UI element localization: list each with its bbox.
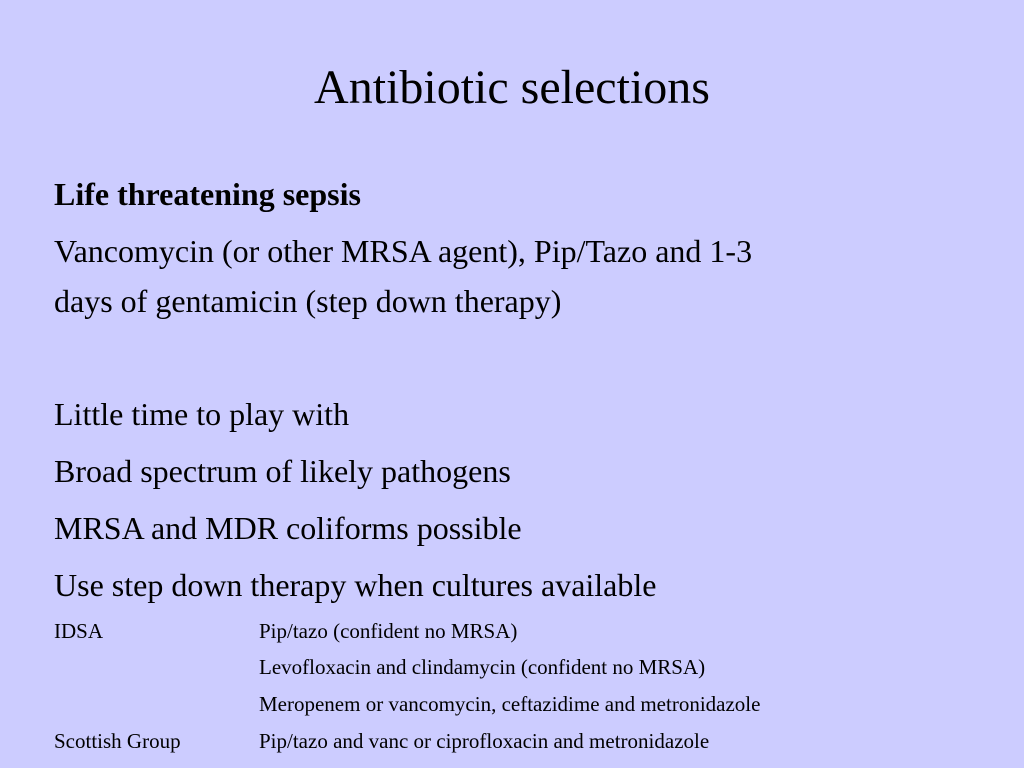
- point-item: Broad spectrum of likely pathogens: [54, 453, 511, 489]
- guideline-regimen: Pip/tazo and vanc or ciprofloxacin and metronidazole: [259, 729, 710, 753]
- guideline-source: Scottish Group: [54, 729, 181, 753]
- guideline-regimen: Pip/tazo (confident no MRSA): [259, 619, 518, 643]
- slide-title: Antibiotic selections: [314, 61, 710, 114]
- point-item: MRSA and MDR coliforms possible: [54, 510, 522, 546]
- guideline-regimen: Levofloxacin and clindamycin (confident no MRSA): [259, 655, 706, 679]
- guideline-row: [54, 690, 760, 718]
- intro-text-line-2: days of gentamicin (step down therapy): [54, 283, 562, 319]
- section-heading: Life threatening sepsis: [54, 176, 361, 212]
- intro-text-line-1: Vancomycin (or other MRSA agent), Pip/Tazo and 1-3: [54, 233, 753, 269]
- guideline-regimen: Meropenem or vancomycin, ceftazidime and metronidazole: [259, 692, 761, 716]
- guideline-row: [54, 653, 705, 681]
- guideline-source: IDSA: [54, 619, 104, 643]
- guideline-row: [54, 727, 709, 755]
- point-item: Little time to play with: [54, 396, 350, 432]
- point-item: Use step down therapy when cultures available: [54, 567, 657, 603]
- guideline-row: [54, 617, 517, 645]
